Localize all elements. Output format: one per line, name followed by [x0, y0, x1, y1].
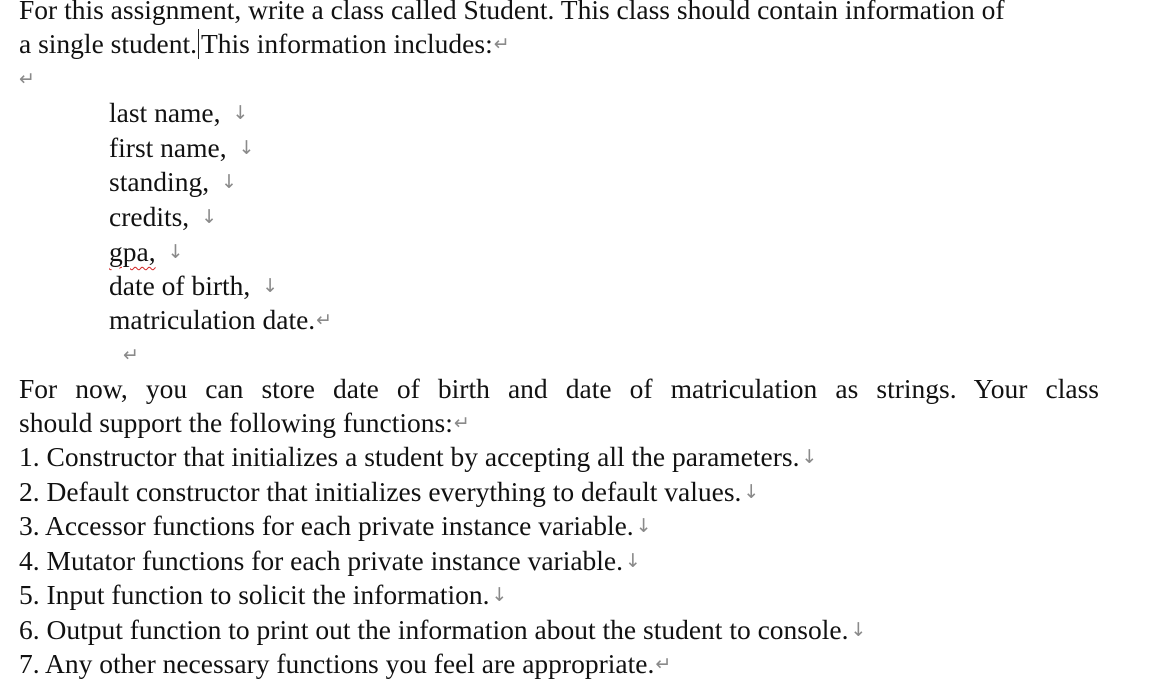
paragraph2-line2: [19, 406, 470, 440]
field-label: matriculation date.: [109, 304, 316, 335]
function-list-item: [19, 613, 866, 647]
function-text: 7. Any other necessary functions you feel are appropriate.: [19, 648, 655, 679]
line-break-mark-icon: ↓: [491, 584, 508, 606]
field-item: [109, 96, 248, 130]
function-list-item: [19, 509, 652, 543]
paragraph-mark-icon: ↵: [655, 653, 672, 675]
function-text: 6. Output function to print out the information about the student to console.: [19, 614, 849, 645]
line-break-mark-icon: ↓: [238, 137, 255, 159]
text-cursor: [198, 29, 199, 59]
function-text: 5. Input function to solicit the information.: [19, 579, 490, 610]
paragraph-mark-icon: ↵: [453, 412, 470, 434]
empty-paragraph-2: [123, 338, 139, 372]
field-label: standing,: [109, 166, 210, 197]
field-label: last name,: [109, 97, 221, 128]
function-text: 1. Constructor that initializes a student by accepting all the parameters.: [19, 441, 800, 472]
field-item: [109, 131, 255, 165]
field-item: [109, 200, 217, 234]
field-label-spelling-flagged[interactable]: gpa,: [109, 236, 156, 267]
line-break-mark-icon: ↓: [232, 102, 249, 124]
line-break-mark-icon: ↓: [635, 515, 652, 537]
function-list-item: [19, 475, 759, 509]
line-break-mark-icon: ↓: [221, 171, 237, 193]
paragraph1-line2-text-a: a single student.: [19, 28, 197, 59]
field-item: [109, 269, 278, 303]
paragraph1-line2: [19, 27, 510, 61]
field-label: first name,: [109, 132, 227, 163]
field-label: credits,: [109, 201, 190, 232]
line-break-mark-icon: ↓: [850, 619, 867, 641]
field-item: [109, 235, 184, 269]
line-break-mark-icon: ↓: [801, 446, 818, 468]
function-text: 2. Default constructor that initializes everything to default values.: [19, 476, 742, 507]
field-label: date of birth,: [109, 270, 251, 301]
function-list-item: [19, 440, 817, 474]
function-list-item: [19, 578, 507, 612]
line-break-mark-icon: ↓: [625, 550, 641, 572]
paragraph1-line1: For this assignment, write a class called Student. This class should contain information of: [19, 0, 1005, 25]
paragraph-mark-icon: ↵: [316, 309, 333, 331]
paragraph-mark-icon: ↵: [19, 68, 35, 90]
paragraph-mark-icon: ↵: [493, 33, 510, 55]
line-break-mark-icon: ↓: [743, 481, 760, 503]
paragraph-mark-icon: ↵: [123, 344, 139, 366]
line-break-mark-icon: ↓: [167, 241, 184, 263]
line-break-mark-icon: ↓: [262, 275, 279, 297]
empty-paragraph-1: [19, 62, 35, 96]
paragraph2-line2-text: should support the following functions:: [19, 407, 453, 438]
paragraph2-line1: For now, you can store date of birth and date of matriculation as strings. Your class: [19, 373, 1099, 404]
field-item: [109, 165, 237, 199]
function-text: 3. Accessor functions for each private instance variable.: [19, 510, 634, 541]
field-item: [109, 303, 332, 337]
function-list-item: [19, 544, 641, 578]
function-text: 4. Mutator functions for each private instance variable.: [19, 545, 624, 576]
function-list-item: [19, 647, 671, 681]
line-break-mark-icon: ↓: [201, 206, 218, 228]
paragraph1-line2-text-b: This information includes:: [200, 28, 493, 59]
